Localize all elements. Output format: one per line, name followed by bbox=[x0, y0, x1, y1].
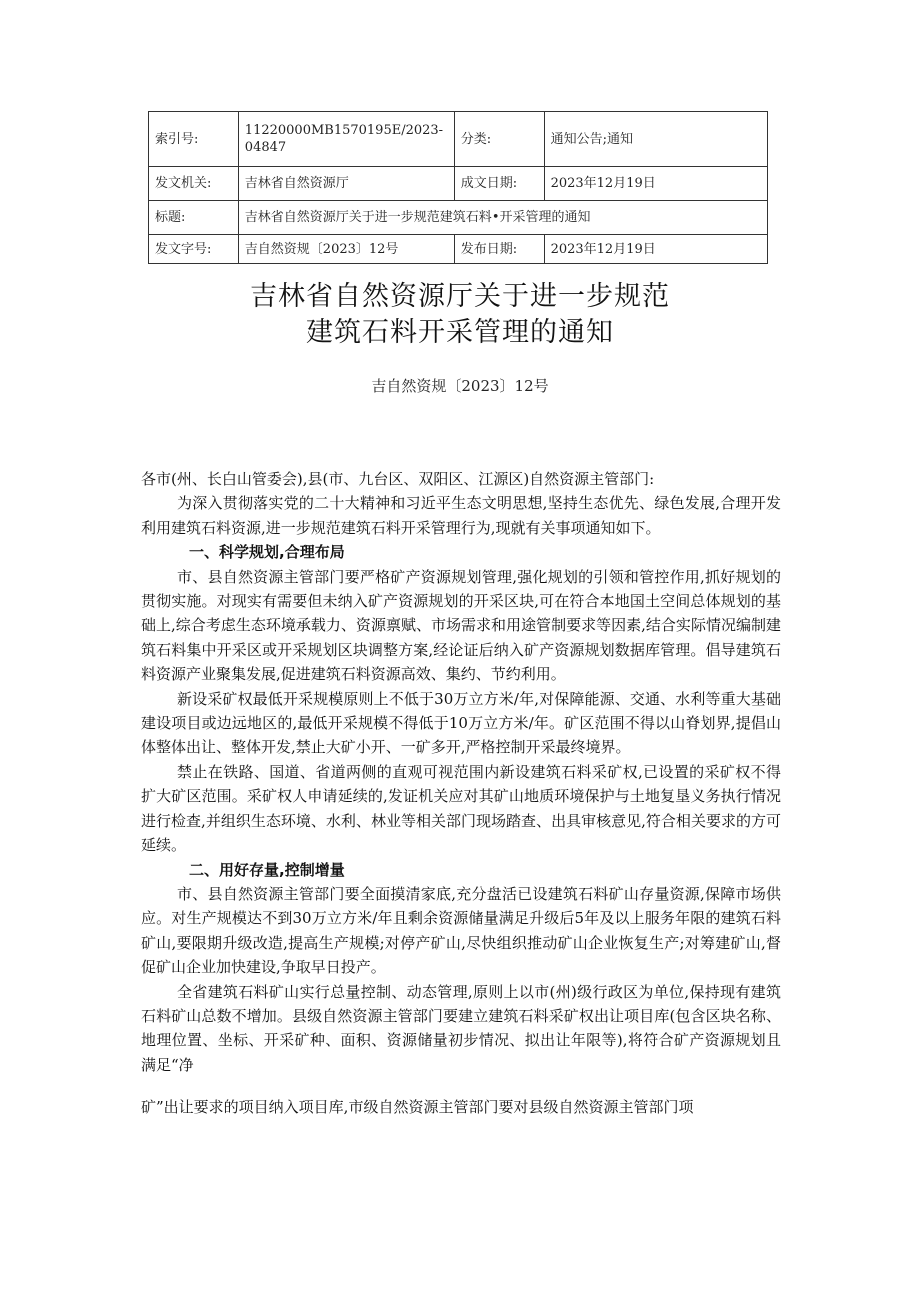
document-number: 吉自然资规〔2023〕12号 bbox=[371, 377, 549, 395]
section-2-heading: 二、用好存量,控制增量 bbox=[189, 860, 345, 879]
issuer-value: 吉林省自然资源厅 bbox=[238, 167, 454, 201]
section-1-paragraph-3: 禁止在铁路、国道、省道两侧的直观可视范围内新设建筑石料采矿权,已设置的采矿权不得扩大矿区范围。采矿权人申请延续的,发证机关应对其矿山地质环境保护与土地复垦义务执行情况进行检查,并组织生态环境、水利、林业等相关部门现场踏查、出具审核意见,符合相关要求的方可延续。 bbox=[141, 762, 781, 855]
publish-value: 2023年12月19日 bbox=[544, 235, 767, 264]
date-made-value: 2023年12月19日 bbox=[544, 167, 767, 201]
docnum-label: 发文字号: bbox=[149, 235, 239, 264]
title-line-1: 吉林省自然资源厅关于进一步规范 bbox=[250, 281, 670, 312]
title-value-cell bbox=[238, 201, 767, 235]
title-line-2: 建筑石料开采管理的通知 bbox=[306, 317, 614, 348]
document-meta-table bbox=[148, 111, 768, 264]
meta-row-docnum bbox=[149, 235, 768, 264]
document-title bbox=[0, 279, 920, 351]
section-2-paragraph-3: 矿”出让要求的项目纳入项目库,市级自然资源主管部门要对县级自然资源主管部门项 bbox=[141, 1098, 694, 1117]
section-2-paragraph-1: 市、县自然资源主管部门要全面摸清家底,充分盘活已设建筑石料矿山存量资源,保障市场供应。对生产规模达不到30万立方米/年且剩余资源储量满足升级后5年及以上服务年限的建筑石料矿山,要限期升级改造,提高生产规模;对停产矿山,尽快组织推动矿山企业恢复生产;对筹建矿山,督促矿山企业加快建设,争取早日投产。 bbox=[141, 884, 781, 977]
section-1-paragraph-1: 市、县自然资源主管部门要严格矿产资源规划管理,强化规划的引领和管控作用,抓好规划的贯彻实施。对现实有需要但未纳入矿产资源规划的开采区块,可在符合本地国土空间总体规划的基础上,综合考虑生态环境承载力、资源禀赋、市场需求和用途管制要求等因素,结合实际情况编制建筑石料集中开采区或开采规划区块调整方案,经论证后纳入矿产资源规划数据库管理。倡导建筑石料资源产业聚集发展,促进建筑石料资源高效、集约、节约利用。 bbox=[141, 567, 781, 684]
index-label: 索引号: bbox=[149, 112, 239, 167]
intro-paragraph: 为深入贯彻落实党的二十大精神和习近平生态文明思想,坚持生态优先、绿色发展,合理开发利用建筑石料资源,进一步规范建筑石料开采管理行为,现就有关事项通知如下。 bbox=[141, 494, 781, 537]
meta-row-title bbox=[149, 201, 768, 235]
date-made-label: 成文日期: bbox=[454, 167, 544, 201]
meta-row-issuer bbox=[149, 167, 768, 201]
section-1-paragraph-2: 新设采矿权最低开采规模原则上不低于30万立方米/年,对保障能源、交通、水利等重大基础建设项目或边远地区的,最低开采规模不得低于10万立方米/年。矿区范围不得以山脊划界,提倡山体整体出让、整体开发,禁止大矿小开、一矿多开,严格控制开采最终境界。 bbox=[141, 689, 781, 757]
index-value: 11220000MB1570195E/2023-04847 bbox=[238, 112, 454, 167]
publish-label: 发布日期: bbox=[454, 235, 544, 264]
issuer-label: 发文机关: bbox=[149, 167, 239, 201]
title-value: 吉林省自然资源厅关于进一步规范建筑石料 bbox=[244, 210, 492, 225]
section-1-heading: 一、科学规划,合理布局 bbox=[189, 543, 345, 562]
category-value: 通知公告;通知 bbox=[544, 112, 767, 167]
document-body bbox=[141, 467, 781, 1120]
category-label: 分类: bbox=[454, 112, 544, 167]
salutation: 各市(州、长白山管委会),县(市、九台区、双阳区、江源区)自然资源主管部门: bbox=[141, 470, 655, 488]
meta-row-index bbox=[149, 112, 768, 167]
title-label: 标题: bbox=[149, 201, 239, 235]
section-2-paragraph-2: 全省建筑石料矿山实行总量控制、动态管理,原则上以市(州)级行政区为单位,保持现有建筑石料矿山总数不增加。县级自然资源主管部门要建立建筑石料采矿权出让项目库(包含区块名称、地理位置、坐标、开采矿种、面积、资源储量初步情况、拟出让年限等),将符合矿产资源规划且满足“净 bbox=[141, 982, 781, 1074]
docnum-value: 吉自然资规〔2023〕12号 bbox=[238, 235, 454, 264]
title-value-cont: •开采管理的通知 bbox=[491, 210, 591, 225]
